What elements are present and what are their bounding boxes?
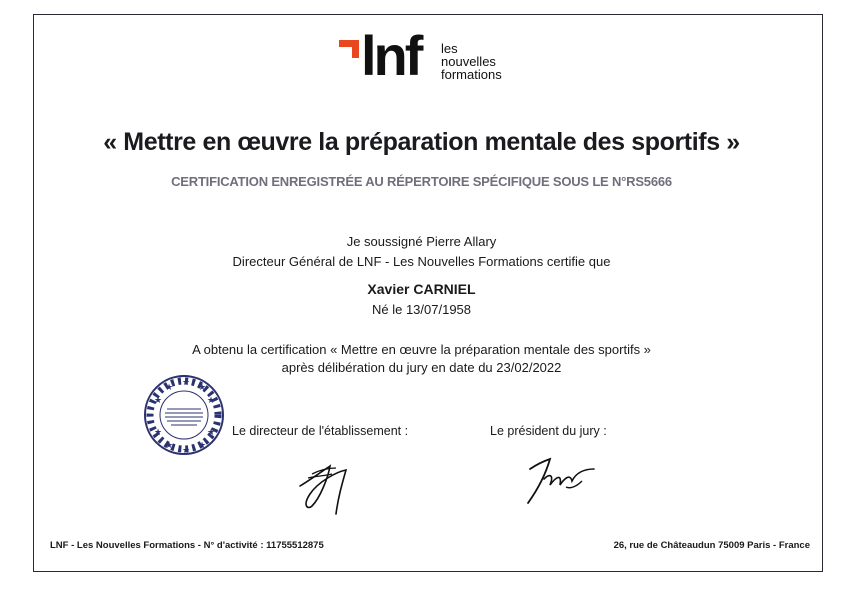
jury-text: après délibération du jury en date du xyxy=(281,360,493,375)
holder-name: Xavier CARNIEL xyxy=(367,281,476,297)
footer-organization: LNF - Les Nouvelles Formations - N° d'activité : 11755512875 xyxy=(50,540,324,551)
certificate-subtitle: CERTIFICATION ENREGISTRÉE AU RÉPERTOIRE SPÉCIFIQUE SOUS LE N°RS5666 xyxy=(171,174,672,189)
logo-mark: lnf xyxy=(361,24,421,87)
logo-tagline xyxy=(441,42,502,81)
president-signature-label: Le président du jury : xyxy=(490,424,607,438)
birth-line xyxy=(0,302,843,317)
svg-text:★: ★ xyxy=(198,383,207,393)
svg-text:★: ★ xyxy=(207,428,216,438)
birth-label: Né le xyxy=(371,302,403,317)
president-signature xyxy=(520,455,600,510)
logo-tagline-line: nouvelles xyxy=(441,54,496,69)
certificate-title: « Mettre en œuvre la préparation mentale des sportifs » xyxy=(103,128,740,156)
official-seal-stamp xyxy=(143,374,225,456)
svg-text:★: ★ xyxy=(154,396,163,406)
obtained-line: A obtenu la certification « Mettre en œuvre la préparation mentale des sportifs » xyxy=(192,342,651,357)
signatory-line: Je soussigné Pierre Allary xyxy=(346,234,497,249)
svg-text:★: ★ xyxy=(182,446,191,456)
logo-tagline-line: formations xyxy=(441,67,502,82)
logo-accent-mark xyxy=(339,40,359,58)
jury-date: 23/02/2022 xyxy=(496,360,562,375)
director-signature-label: Le directeur de l'établissement : xyxy=(232,424,409,438)
lnf-logo xyxy=(339,24,539,94)
footer-address: 26, rue de Châteaudun 75009 Paris - France xyxy=(613,540,810,551)
birth-date: 13/07/1958 xyxy=(405,302,472,317)
svg-text:★: ★ xyxy=(154,428,163,438)
director-signature xyxy=(290,458,360,520)
jury-line xyxy=(0,360,843,375)
svg-text:★: ★ xyxy=(198,441,207,451)
svg-text:★: ★ xyxy=(207,396,216,406)
logo-tagline-line: les xyxy=(441,41,458,56)
svg-text:★: ★ xyxy=(182,378,191,388)
svg-text:★: ★ xyxy=(165,441,174,451)
svg-text:★: ★ xyxy=(165,383,174,393)
signatory-title-line: Directeur Général de LNF - Les Nouvelles Formations certifie que xyxy=(232,254,611,269)
